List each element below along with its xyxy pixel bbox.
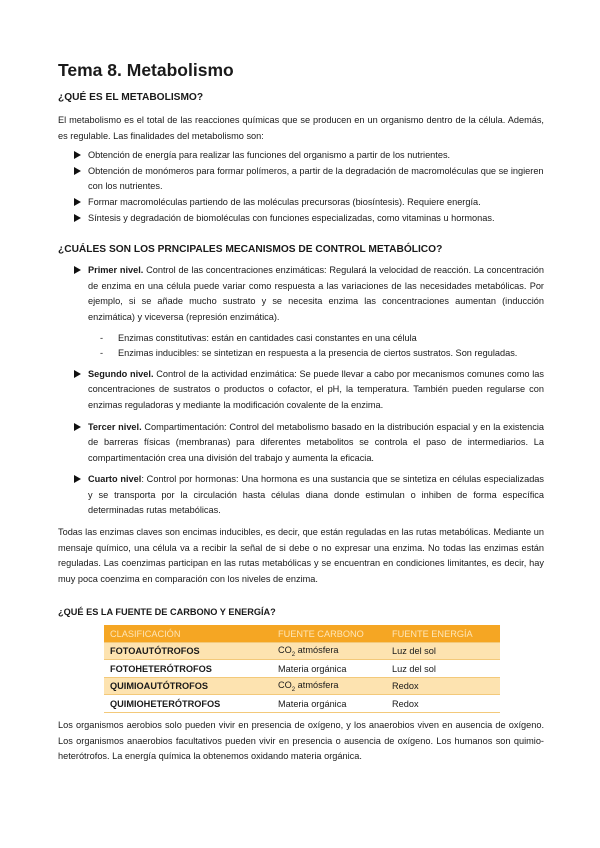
classification-table xyxy=(104,625,500,713)
table-row: QUIMIOHETERÓTROFOS Materia orgánica Redox xyxy=(104,695,500,713)
list-item: - Enzimas inducibles: se sintetizan en respuesta a la presencia de ciertos sustratos. Son reguladas. xyxy=(100,348,518,359)
section-heading-control: ¿CUÁLES SON LOS PRNCIPALES MECANISMOS DE CONTROL METABÓLICO? xyxy=(58,244,443,256)
level-item: Primer nivel. Control de las concentraciones enzimáticas: Regulará la velocidad de reacción. La concentración de enzima en una célula puede variar como respuesta a las variaciones de las necesidades metabólicas. Por ejemplo, si se añade mucho sustrato y se necesita enzima las concentraciones aumentan (inducción enzimática) y viceversa (represión enzimática). xyxy=(58,263,544,325)
list-item: Síntesis y degradación de biomoléculas con funciones especializadas, como vitaminas u hormonas. xyxy=(58,211,544,227)
list-item: Formar macromoléculas partiendo de las moléculas precursoras (biosíntesis). Requiere energía. xyxy=(58,195,544,211)
page-title: Tema 8. Metabolismo xyxy=(58,60,234,80)
arrow-bullet-icon xyxy=(74,167,81,175)
col-header: FUENTE ENERGÍA xyxy=(386,625,500,642)
table-row: QUIMIOAUTÓTROFOS $CO_2$ atmósfera Redox xyxy=(104,677,500,695)
arrow-bullet-icon xyxy=(74,370,81,378)
list-item: Obtención de monómeros para formar polímeros, a partir de la degradación de macromoléculas que se ingieren con los nutrientes. xyxy=(58,164,544,195)
table-row: FOTOHETERÓTROFOS Materia orgánica Luz del sol xyxy=(104,660,500,678)
arrow-bullet-icon xyxy=(74,266,81,274)
arrow-bullet-icon xyxy=(74,214,81,222)
organisms-paragraph: Los organismos aerobios solo pueden vivir en presencia de oxígeno, y los anaerobios viven en ausencia de oxígeno. Los organismos anaerobios facultativos pueden vivir en presencia o ausencia de oxígeno. Los humanos son quimio-heterótrofos. La energía química la obtenemos oxidando materia orgánica. xyxy=(58,719,544,762)
arrow-bullet-icon xyxy=(74,475,81,483)
table-row: FOTOAUTÓTROFOS $CO_2$ atmósfera Luz del sol xyxy=(104,642,500,660)
list-item: Obtención de energía para realizar las funciones del organismo a partir de los nutrientes. xyxy=(58,148,544,164)
section-heading-metabolismo: ¿QUÉ ES EL METABOLISMO? xyxy=(58,92,204,103)
arrow-bullet-icon xyxy=(74,151,81,159)
section-heading-carbono: ¿QUÉ ES LA FUENTE DE CARBONO Y ENERGÍA? xyxy=(58,607,276,618)
document-page xyxy=(58,58,544,765)
col-header: FUENTE CARBONO xyxy=(272,625,386,642)
arrow-bullet-icon xyxy=(74,423,81,431)
level-item: Cuarto nivel: Control por hormonas: Una hormona es una sustancia que se sintetiza en células especializadas y se transporta por la circulación hasta células diana donde estimulan o inhiben de forma específica determinadas rutas metabólicas. xyxy=(58,472,544,519)
list-item: - Enzimas constitutivas: están en cantidades casi constantes en una célula xyxy=(100,332,417,343)
arrow-bullet-icon xyxy=(74,198,81,206)
table-header-row xyxy=(104,625,500,642)
level-item: Tercer nivel. Compartimentación: Control del metabolismo basado en la distribución espacial y en la existencia de barreras físicas (membranas) para diferentes metabolitos se controla el paso de intermediarios. La compartimentación crea una división del trabajo y aumenta la eficacia. xyxy=(58,420,544,467)
level-item: Segundo nivel. Control de la actividad enzimática: Se puede llevar a cabo por mecanismos comunes como las concentraciones de sustratos o productos o cofactor, el pH, la temperatura. También pueden regularse con enzimas reguladoras y mediante la modificación covalente de la enzima. xyxy=(58,367,544,414)
col-header: CLASIFICACIÓN xyxy=(104,625,272,642)
enzymes-paragraph: Todas las enzimas claves son encimas inducibles, es decir, que están reguladas en las rutas metabólicas. Mediante un mensaje químico, una célula va a recibir la señal de si debe o no expresar una enzima. No todas las enzimas están reguladas. Las coenzimas participan en las rutas metabólicas y se encuentran en condiciones limitantes, es decir, hay muy poca coenzima en comparación con los niveles de enzima. xyxy=(58,527,544,584)
intro-paragraph: El metabolismo es el total de las reacciones químicas que se producen en un organismo dentro de la célula. Además, es regulable. Las finalidades del metabolismo son: xyxy=(58,115,544,141)
